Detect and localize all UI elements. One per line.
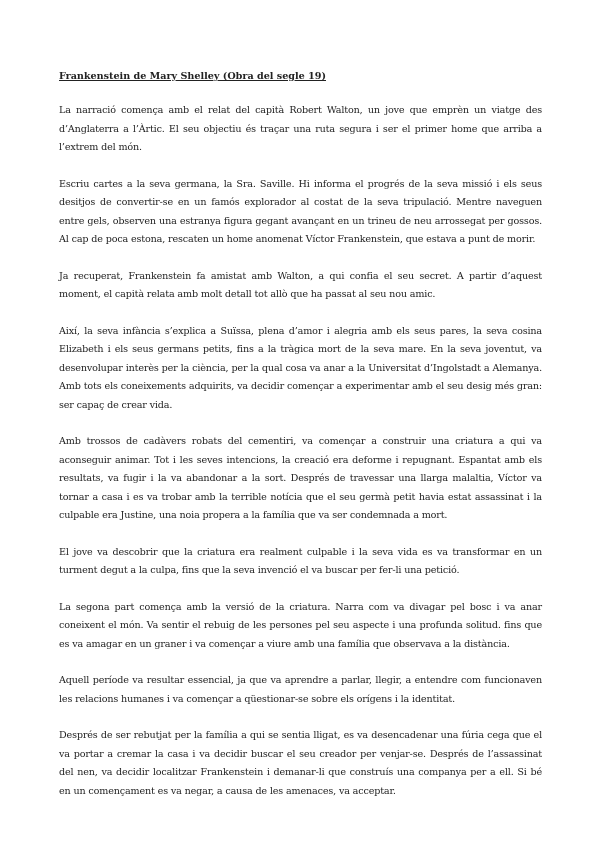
- paragraph-1: La narració comença amb el relat del capità Robert Walton, un jove que emprèn un viatge des d’Anglaterra a l’Àrtic. El seu objectiu és traçar una ruta segura i ser el primer home que arriba a l’extrem del món.: [59, 105, 542, 153]
- paragraph-4: Així, la seva infància s’explica a Suïssa, plena d’amor i alegria amb els seus pares, la seva cosina Elizabeth i els seus germans petits, fins a la tràgica mort de la seva mare. En la seva joventut, va desenvolupar interès per la ciència, per la qual cosa va anar a la Universitat d’Ingolstadt a Alemanya. Amb tots els coneixements adquirits, va decidir començar a experimentar amb el seu desig més gran: ser capaç de crear vida.: [59, 325, 542, 411]
- document-page: [59, 70, 542, 819]
- paragraph-9: Després de ser rebutjat per la família a qui se sentia lligat, es va desencadenar una fúria cega que el va portar a cremar la casa i va decidir buscar el seu creador per venjar-se. Després de l’assassinat del nen, va decidir localitzar Frankenstein i demanar-li que construís una companya per a ell. Si bé en un començament es va negar, a causa de les amenaces, va acceptar.: [59, 730, 542, 797]
- document-title: Frankenstein de Mary Shelley (Obra del segle 19): [59, 71, 326, 82]
- paragraph-3: Ja recuperat, Frankenstein fa amistat amb Walton, a qui confia el seu secret. A partir d’aquest moment, el capità relata amb molt detall tot allò que ha passat al seu nou amic.: [59, 270, 542, 300]
- paragraph-8: Aquell període va resultar essencial, ja que va aprendre a parlar, llegir, a entendre com funcionaven les relacions humanes i va començar a qüestionar-se sobre els orígens i la identitat.: [59, 675, 542, 705]
- paragraph-7: La segona part comença amb la versió de la criatura. Narra com va divagar pel bosc i va anar coneixent el món. Va sentir el rebuig de les persones pel seu aspecte i una profunda solitud. fins que es va amagar en un graner i va començar a viure amb una família que observava a la distància.: [59, 601, 542, 650]
- paragraph-5: Amb trossos de cadàvers robats del cementiri, va començar a construir una criatura a qui va aconseguir animar. Tot i les seves intencions, la creació era deforme i repugnant. Espantat amb els resultats, va fugir i la va abandonar a la sort. Després de travessar una llarga malaltia, Víctor va tornar a casa i es va trobar amb la terrible notícia que el seu germà petit havia estat assassinat i la culpable era Justine, una noia propera a la família que va ser condemnada a mort.: [59, 436, 542, 521]
- paragraph-6: El jove va descobrir que la criatura era realment culpable i la seva vida es va transformar en un turment degut a la culpa, fins que la seva invenció el va buscar per fer-li una petició.: [59, 546, 542, 576]
- paragraph-2: Escriu cartes a la seva germana, la Sra. Saville. Hi informa el progrés de la seva missió i els seus desitjos de convertir-se en un famós explorador al costat de la seva tripulació. Mentre naveguen entre gels, observen una estranya figura gegant avançant en un trineu de neu arrossegat per gossos. Al cap de poca estona, rescaten un home anomenat Víctor Frankenstein, que estava a punt de morir.: [59, 178, 542, 245]
